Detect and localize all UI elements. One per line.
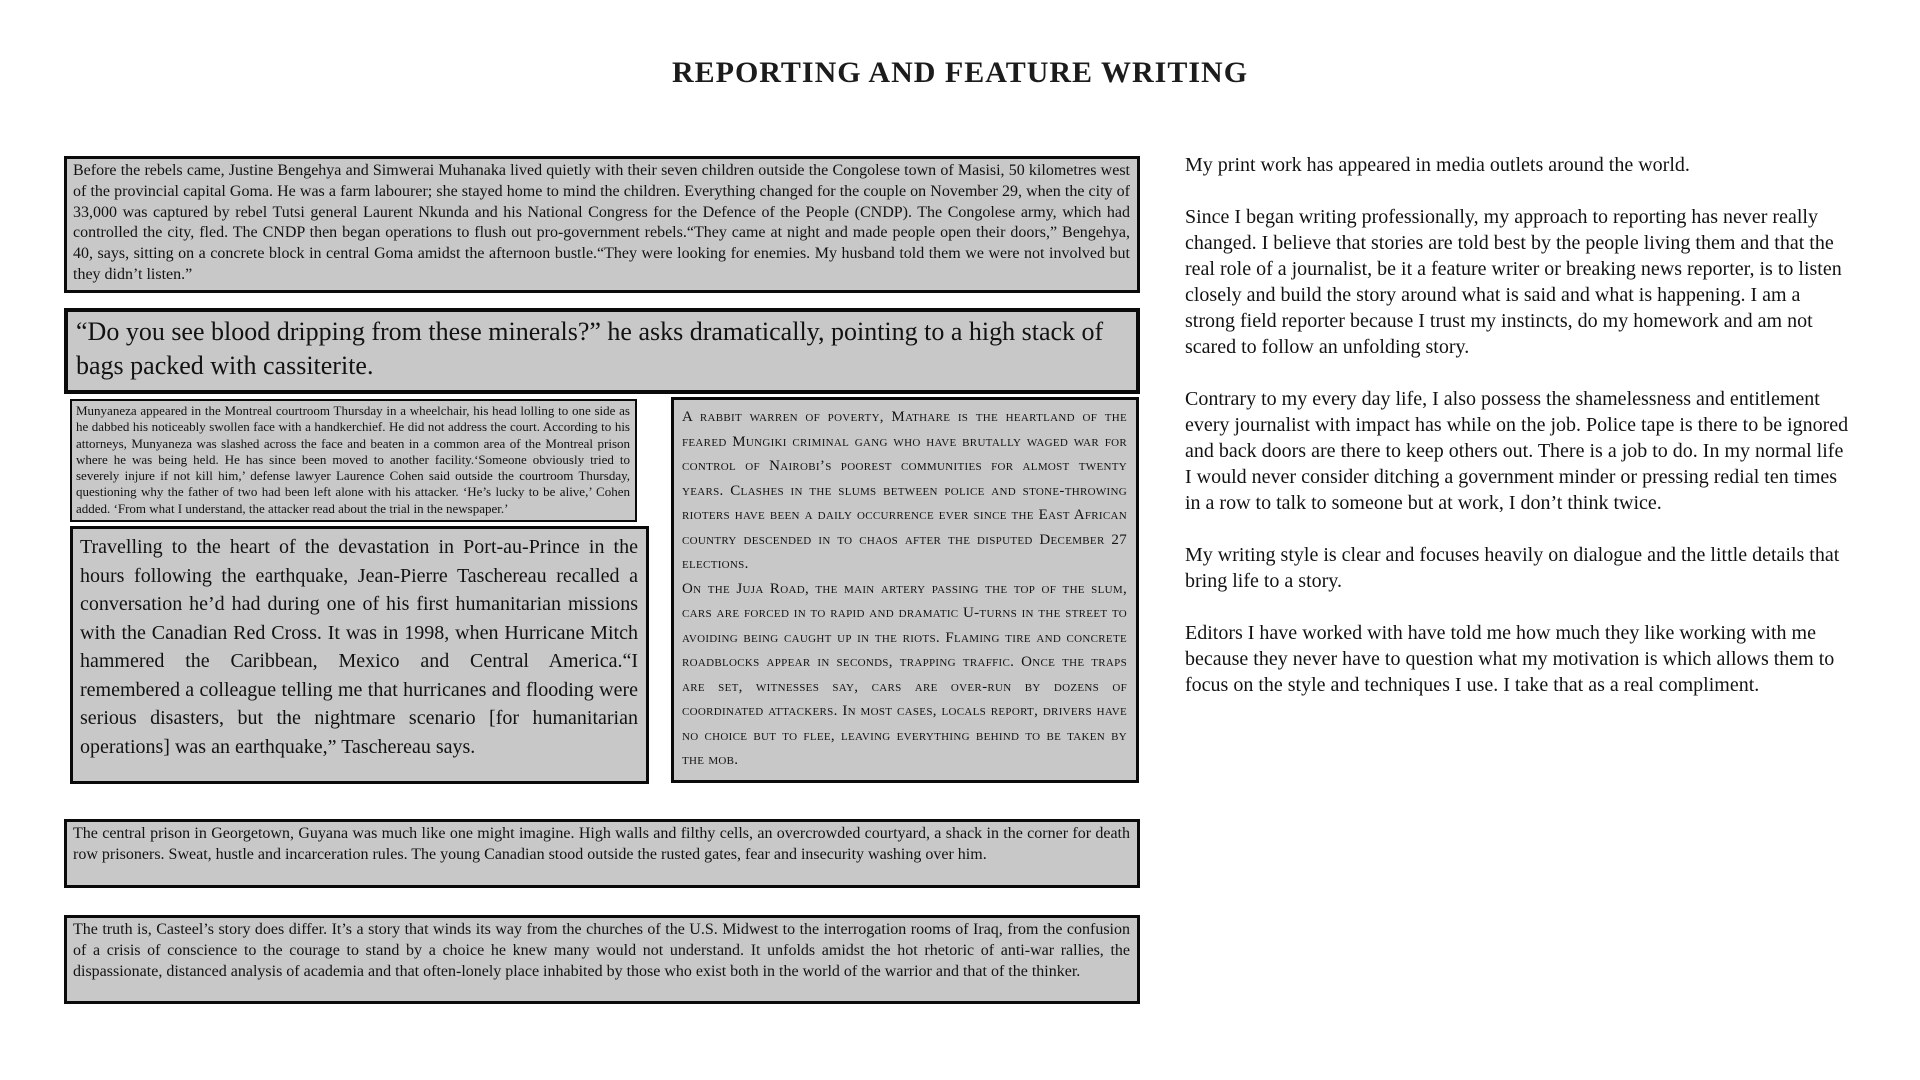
excerpt-congo-masisi-box [64, 156, 1140, 293]
excerpt-port-au-prince-earthquake-box [70, 526, 649, 784]
bio-paragraph-editors: Editors I have worked with have told me how much they like working with me because they never have to question what my motivation is which allows them to focus on the style and techniques I use. I take that as a real compliment. [1185, 622, 1835, 696]
excerpt-mathare-nairobi-box [671, 397, 1139, 783]
excerpt-georgetown-prison-text: The central prison in Georgetown, Guyana was much like one might imagine. High walls and filthy cells, an overcrowded courtyard, a shack in the corner for death row prisoners. Sweat, hustle and incarceration rules. The young Canadian stood outside the rusted gates, fear and insecurity washing over him. [73, 825, 1130, 863]
excerpt-mathare-paragraph-1: A rabbit warren of poverty, Mathare is the heartland of the feared Mungiki criminal gang who have brutally waged war for control of Nairobi’s poorest communities for almost twenty years. Clashes in the slums between police and stone-throwing rioters have been a daily occurrence ever since the East African country descended in to chaos after the disputed December 27 elections. [682, 409, 1127, 572]
pull-quote-box [64, 308, 1140, 394]
bio-paragraph-writing-style: My writing style is clear and focuses heavily on dialogue and the little details that bring life to a story. [1185, 544, 1840, 592]
excerpt-port-au-prince-earthquake-text: Travelling to the heart of the devastation in Port-au-Prince in the hours following the earthquake, Jean-Pierre Taschereau recalled a conversation he’d had during one of his first humanitarian missions with the Canadian Red Cross. It was in 1998, when Hurricane Mitch hammered the Caribbean, Mexico and Central America.“I remembered a colleague telling me that hurricanes and flooding were serious disasters, but the nightmare scenario [for humanitarian operations] was an earthquake,” Taschereau says. [80, 536, 638, 758]
bio-paragraph-media-outlets: My print work has appeared in media outlets around the world. [1185, 154, 1690, 176]
excerpt-georgetown-prison-box [64, 819, 1140, 888]
bio-paragraph-approach: Since I began writing professionally, my approach to reporting has never really changed. I believe that stories are told best by the people living them and that the real role of a journalist, be it a feature writer or breaking news reporter, is to listen closely and build the story around what is said and what is happening. I am a strong field reporter because I trust my instincts, do my homework and am not scared to follow an unfolding story. [1185, 206, 1842, 358]
page-title: REPORTING AND FEATURE WRITING [671, 56, 1249, 90]
bio-paragraph-shamelessness: Contrary to my every day life, I also possess the shamelessness and entitlement every journalist with impact has while on the job. Police tape is there to be ignored and back doors are there to keep others out. There is a job to do. In my normal life I would never consider ditching a government minder or pressing redial ten times in a row to talk to someone but at work, I don’t think twice. [1185, 388, 1849, 514]
pull-quote-text: “Do you see blood dripping from these minerals?” he asks dramatically, pointing to a high stack of bags packed with cassiterite. [76, 317, 1104, 380]
excerpt-montreal-trial-box [70, 399, 637, 522]
excerpt-congo-masisi-text: Before the rebels came, Justine Bengehya and Simwerai Muhanaka lived quietly with their seven children outside the Congolese town of Masisi, 50 kilometres west of the provincial capital Goma. He was a farm labourer; she stayed home to mind the children. Everything changed for the couple on November 29, when the city of 33,000 was captured by rebel Tutsi general Laurent Nkunda and his National Congress for the Defence of the People (CNDP). The Congolese army, which had controlled the city, fled. The CNDP then began operations to flush out pro-government rebels.“They came at night and made people open their doors,” Bengehya, 40, says, sitting on a concrete block in central Goma amidst the afternoon bustle.“They were looking for enemies. My husband told them we were not involved but they didn’t listen.” [73, 162, 1130, 283]
excerpt-mathare-paragraph-2: On the Juja Road, the main artery passing the top of the slum, cars are forced in to rapid and dramatic U-turns in the street to avoiding being caught up in the riots. Flaming tire and concrete roadblocks appear in seconds, trapping traffic. Once the traps are set, witnesses say, cars are over-run by dozens of coordinated attackers. In most cases, locals report, drivers have no choice but to flee, leaving everything behind to be taken by the mob. [682, 580, 1127, 768]
excerpt-montreal-trial-text: Munyaneza appeared in the Montreal courtroom Thursday in a wheelchair, his head lolling to one side as he dabbed his noticeably swollen face with a handkerchief. He did not address the court. According to his attorneys, Munyaneza was slashed across the face and beaten in a common area of the Montreal prison where he was being held. He has since been moved to another facility.‘Someone obviously tried to severely injure if not kill him,’ defense lawyer Laurence Cohen said outside the courtroom Thursday, questioning why the father of two had been left alone with his attacker. ‘He’s lucky to be alive,’ Cohen added. ‘From what I understand, the attacker read about the trial in the newspaper.’ [76, 403, 630, 516]
bio-column [1185, 152, 1849, 724]
excerpt-casteel-iraq-box [64, 915, 1140, 1004]
excerpt-casteel-iraq-text: The truth is, Casteel’s story does differ. It’s a story that winds its way from the churches of the U.S. Midwest to the interrogation rooms of Iraq, from the confusion of a crisis of conscience to the courage to stand by a choice he knew many would not understand. It unfolds amidst the hot rhetoric of anti-war rallies, the dispassionate, distanced analysis of academia and that often-lonely place inhabited by those who exist both in the world of the warrior and that of the thinker. [73, 921, 1130, 980]
